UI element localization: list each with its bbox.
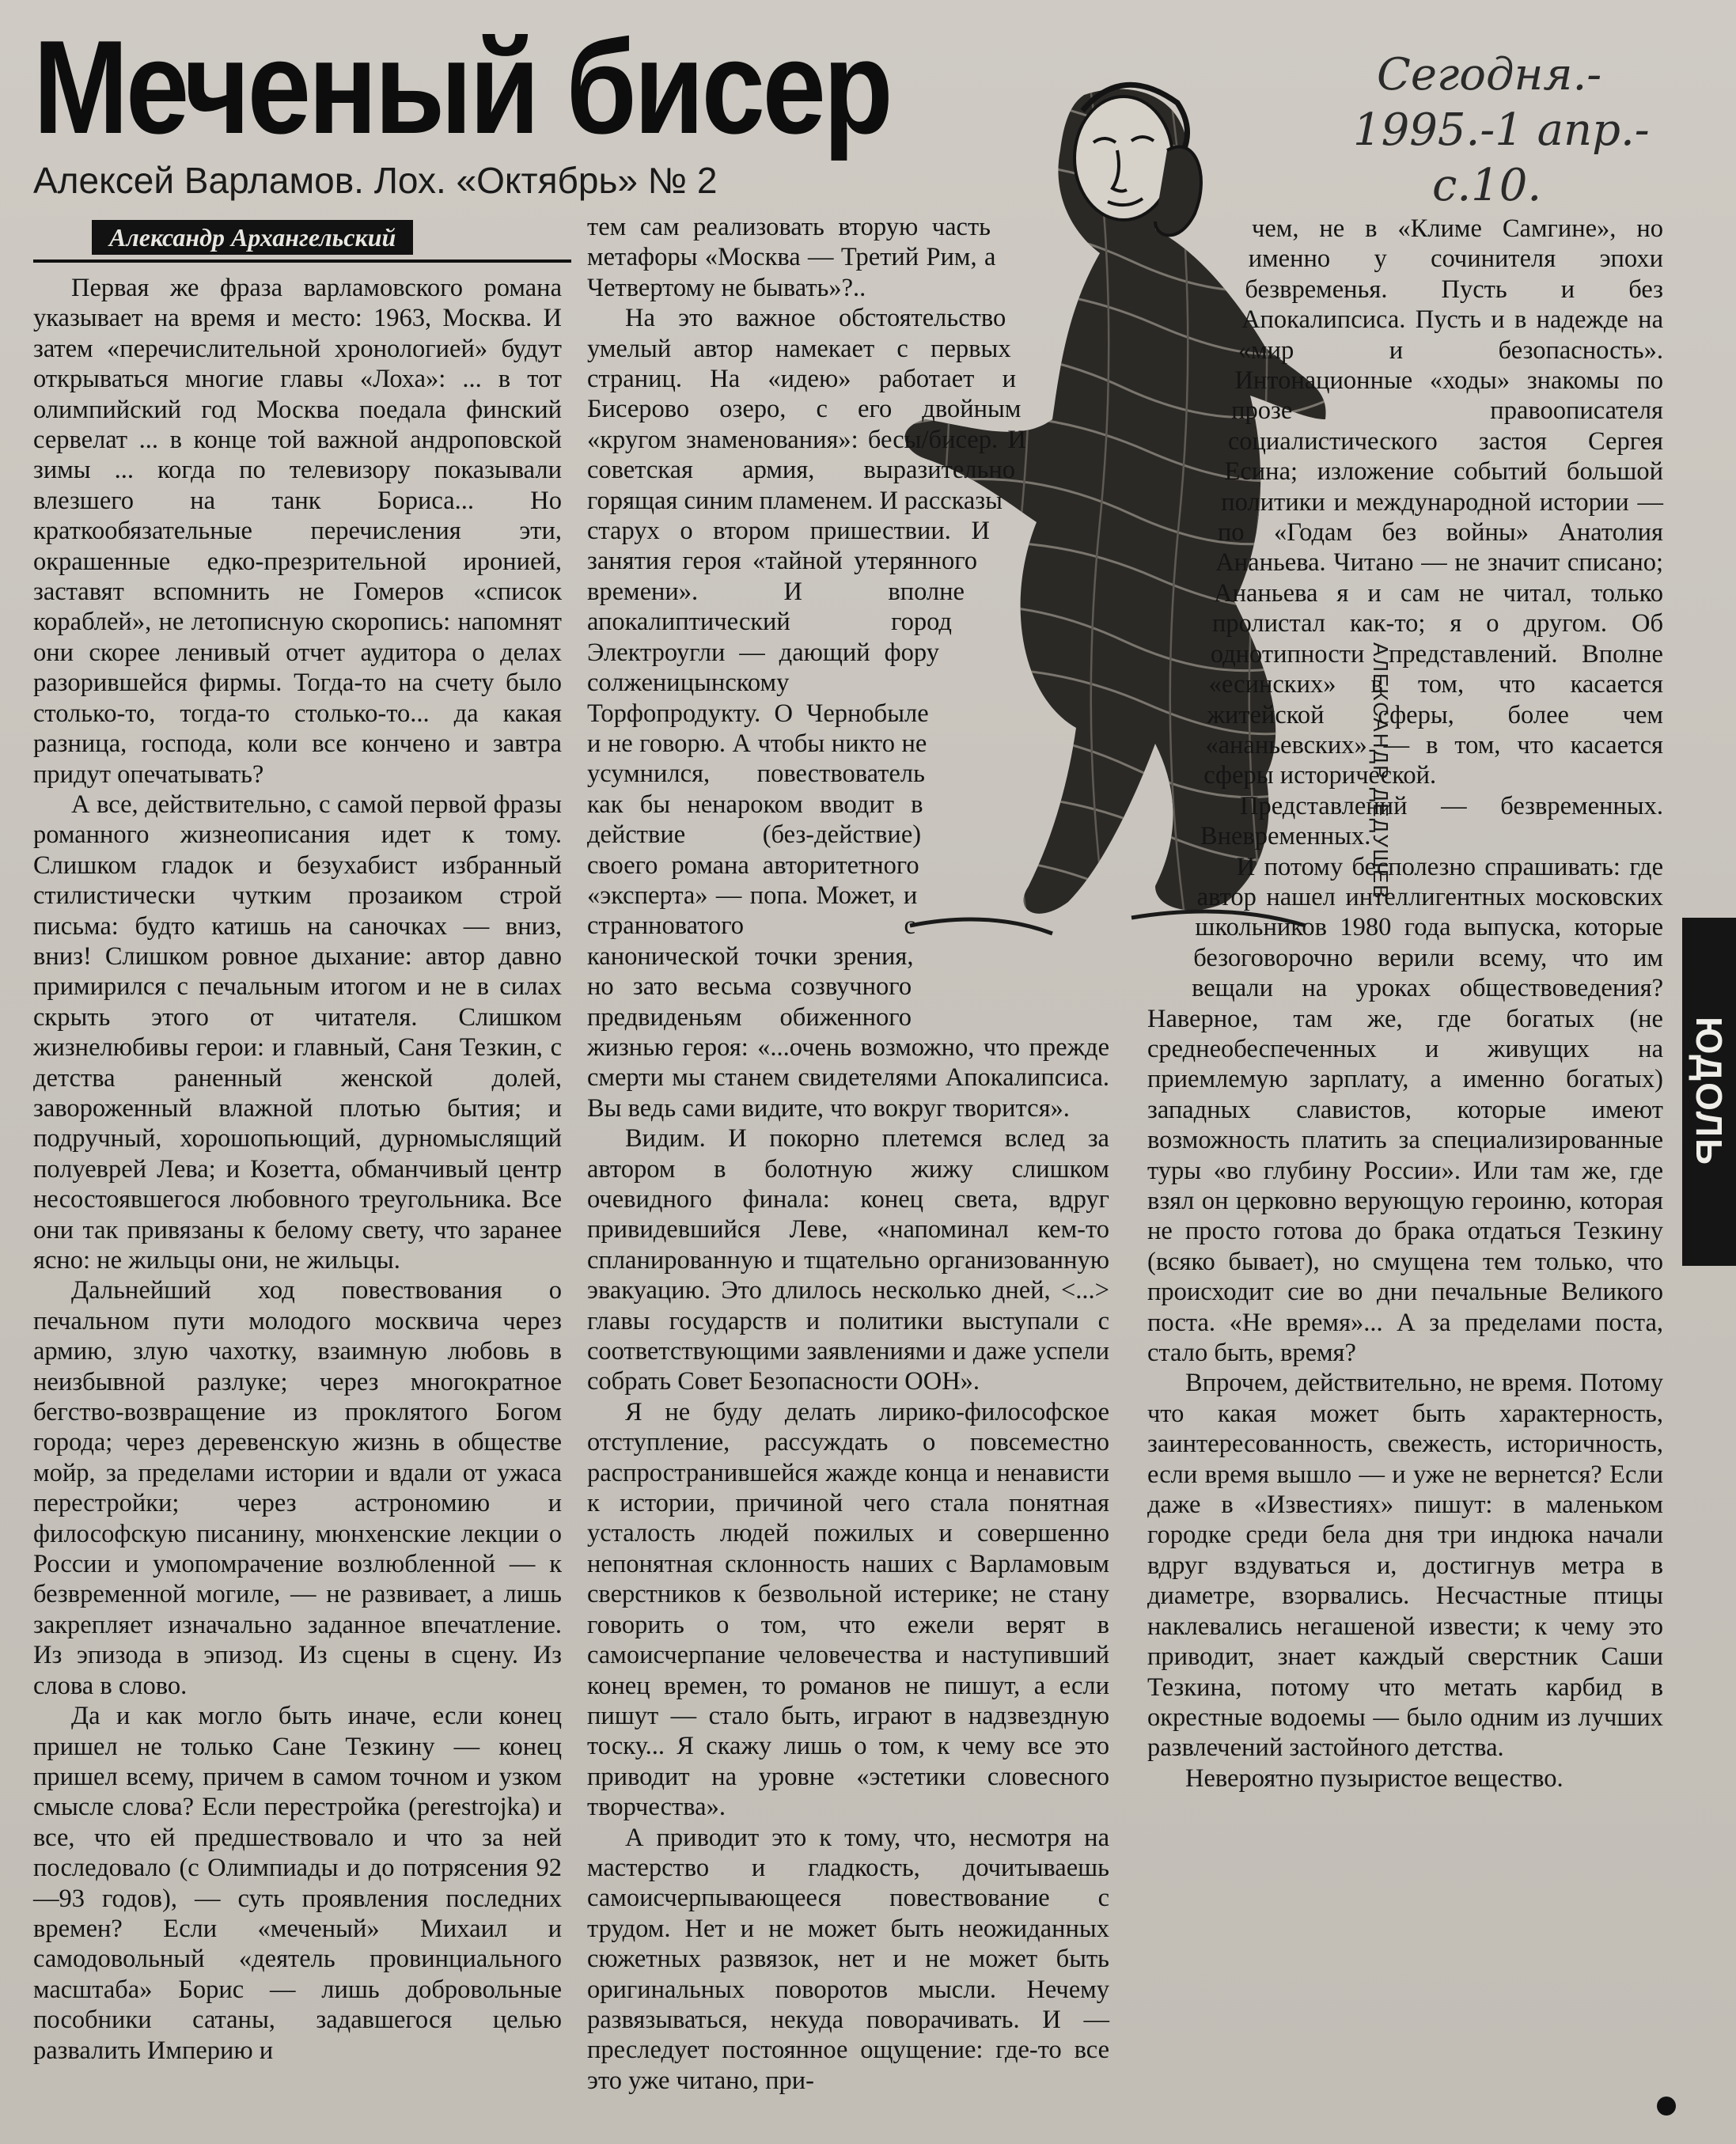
illustration-credit: АЛЕКСАНДР ДЕДУШЕВ <box>1369 642 1393 900</box>
paragraph: тем сам реализовать вторую часть метафоры «Москва — Третий Рим, а Четвертому не бывать»?.. <box>587 213 996 302</box>
handwritten-note-line: 1995.-1 апр.- <box>1353 104 1650 156</box>
subheadline: Алексей Варламов. Лох. «Октябрь» № 2 <box>33 160 718 201</box>
handwritten-note-line: с.10. <box>1432 160 1542 211</box>
article-column-3 <box>1147 214 1663 2136</box>
article-column-1 <box>33 273 562 2132</box>
paragraph: Впрочем, действительно, не время. Потому что какая может быть характерность, заинтересованность, свежесть, историчность, если время вышло — и уже не вернется? Если даже в «Известиях» пишут: в маленьком городке среди бела дня три индюка начали вдруг вздуваться и, достигнув метра в диаметре, взорвались. Несчастные птицы наклевались негашеной извести; к чему это приводит, знает каждый сверстник Саши Тезкина, потому что метать карбид в окрестные водоемы — было одним из лучших развлечений застойного детства. <box>1147 1369 1663 1763</box>
paragraph: А приводит это к тому, что, несмотря на мастерство и гладкость, дочитываешь самоисчерпывающееся повествование с трудом. Нет и не может быть неожиданных сюжетных развязок, нет и не может быть оригинальных поворотов мысли. Нечему развязываться, некуда поворачивать. И — преследует постоянное ощущение: где-то все это уже читано, при- <box>587 1823 1109 2095</box>
paragraph: Видим. И покорно плетемся вслед за автором в болотную жижу слишком очевидного финала: конец света, вдруг привидевшийся Леве, «напоминал кем-то спланированную и тщательно организованную эвакуацию. Это длилось несколько дней, <...> главы государств и политики выступали с соответствующими заявлениями и даже успели собрать Совет Безопасности ООН». <box>587 1124 1109 1396</box>
paragraph: Да и как могло быть иначе, если конец пришел не только Сане Тезкину — конец пришел всему, причем в самом точном и узком смысле слова? Если перестройка (perestrojka) и все, что ей предшествовало и что за ней последовало (с Олимпиады и до потрясения 92—93 годов), — суть проявления последних времен? Если «меченый» Михаил и самодовольный «деятель провинциального масштаба» Борис — лишь добровольные пособники сатаны, задавшегося целью развалить Империю и <box>33 1702 562 2065</box>
paragraph: Дальнейший ход повествования о печальном пути молодого москвича через армию, злую чахотку, взаимную любовь в неизбывной разлуке; через многократное бегство-возвращение из проклятого Богом города; через деревенскую жизнь в обществе мойр, за пределами истории и вдали от ужаса перестройки; через астрономию и философскую писанину, мюнхенские лекции о России и умопомрачение возлюбленной — к безвременной могиле, — не развивает, а лишь закрепляет изначально заданное впечатление. Из эпизода в эпизод. Из сцены в сцену. Из слова в слово. <box>33 1276 562 1700</box>
paragraph: Я не буду делать лирико-философское отступление, рассуждать о повсеместно распространившейся жажде конца и ненависти к истории, причиной чего стала понятная усталость людей пожилых и совершенно непонятная склонность наших с Варламовым сверстников к безвольной истерике; не стану говорить о том, что ежели верят в самоисчерпание человечества и наступивший конец времен, то романов не пишут, а если пишут — стало быть, играют в надзвездную тоску... Я скажу лишь о том, к чему все это приводит на уровне «эстетики словесного творчества». <box>587 1397 1109 1822</box>
paragraph: чем, не в «Климе Самгине», но именно у сочинителя эпохи безвременья. Пусть и без Апокалипсиса. Пусть и в надежде на «мир и безопасность». Интонационные «ходы» знакомы по прозе правоописателя социалистического застоя Сергея Есина; изложение событий большой политики и международной истории — по «Годам без войны» Анатолия Ананьева. Читано — не значит списано; Ананьева я и сам не читал, только пролистал как-то; я о другом. Об однотипности представлений. Вполне «есинских» в том, что касается житейской сферы, более чем «ананьевских» — в том, что касается сферы исторической. <box>1203 214 1663 790</box>
handwritten-note-line: Сегодня.- <box>1377 49 1602 100</box>
section-rubric-tab <box>1682 918 1736 1266</box>
article-column-2 <box>587 212 1109 2135</box>
byline-bar <box>33 220 571 263</box>
paragraph: Представлений — безвременных. Вневременных. <box>1200 791 1663 851</box>
paragraph: И потому бесполезно спрашивать: где автор нашел интеллигентных московских школьников 1980 года выпуска, которые безоговорочно верили всему, что им вещали на уроках обществоведения? Наверное, там же, где богатых (не среднеобеспеченных и живущих на приемлемую зарплату, а именно богатых) западных славистов, которые имеют возможность платить за специализированные туры «во глубину России». Или там же, где взял он церковно верующую героиню, которая не просто готова до брака отдаться Тезкину (всяко бывает), но смущена тем только, что происходит сие во дни печальные Великого поста. «Не время»... А за пределами поста, стало быть, время? <box>1147 852 1663 1368</box>
byline-author: Александр Архангельский <box>92 220 413 255</box>
paragraph: На это важное обстоятельство умелый автор намекает с первых страниц. На «идею» работает и Бисерово озеро, с его двойным «кругом знаменования»: бесы/бисер. И советская армия, выразительно горящая синим пламенем. И рассказы старух о втором пришествии. И занятия героя «тайной утерянного времени». И вполне апокалиптический город Электроугли — дающий фору солженицынскому Торфопродукту. О Чернобыле и не говорю. А чтобы никто не усумнился, повествователь как бы ненароком вводит в действие (без-действие) своего романа авторитетного «эксперта» — попа. Может, и странноватого с канонической точки зрения, но зато весьма созвучного предвиденьям обиженного жизнью героя: «...очень возможно, что прежде смерти мы станем свидетелями Апокалипсиса. Вы ведь сами видите, что вокруг творится». <box>587 304 1109 1123</box>
section-rubric-label: ЮДОЛЬ <box>1689 1017 1730 1167</box>
end-of-article-dot <box>1657 2097 1676 2116</box>
handwritten-source-note <box>1345 47 1709 214</box>
paragraph: Первая же фраза варламовского романа указывает на время и место: 1963, Москва. И затем «перечислительной хронологией» будут открываться многие главы «Лоха»: ... в тот олимпийский год Москва поедала финский сервелат ... в конце той важной андроповской зимы ... когда по телевизору показывали влезшего на танк Бориса... Но краткообязательные перечисления эти, окрашенные едко-презрительной иронией, заставят вспомнить не Гомеров «список кораблей», не летописную скоропись: напомнят они скорее ленивый отчет аудитора о делах разорившейся фирмы. Тогда-то на счету было столько-то, тогда-то столько-то... да какая разница, господа, коли все кончено и завтра придут опечатывать? <box>33 274 562 789</box>
headline: Меченый бисер <box>33 13 891 161</box>
paragraph: Невероятно пузыристое вещество. <box>1185 1763 1564 1793</box>
paragraph: А все, действительно, с самой первой фразы романного жизнеописания идет к тому. Слишком гладок и безухабист избранный стилистически чутким прозаиком строй письма: будто катишь на саночках — вниз, вниз! Слишком ровное дыхание: автор давно примирился с печальным итогом и не в силах скрыть этого от читателя. Слишком жизнелюбивы герои: и главный, Саня Тезкин, с детства раненный женской долей, завороженный влажной плотью бытия; и подручный, хорошопьющий, дурномыслящий полуеврей Лева; и Козетта, обманчивый центр несостоявшегося любовного треугольника. Все они так привязаны к белому свету, что заранее ясно: не жильцы они, не жильцы. <box>33 790 562 1275</box>
